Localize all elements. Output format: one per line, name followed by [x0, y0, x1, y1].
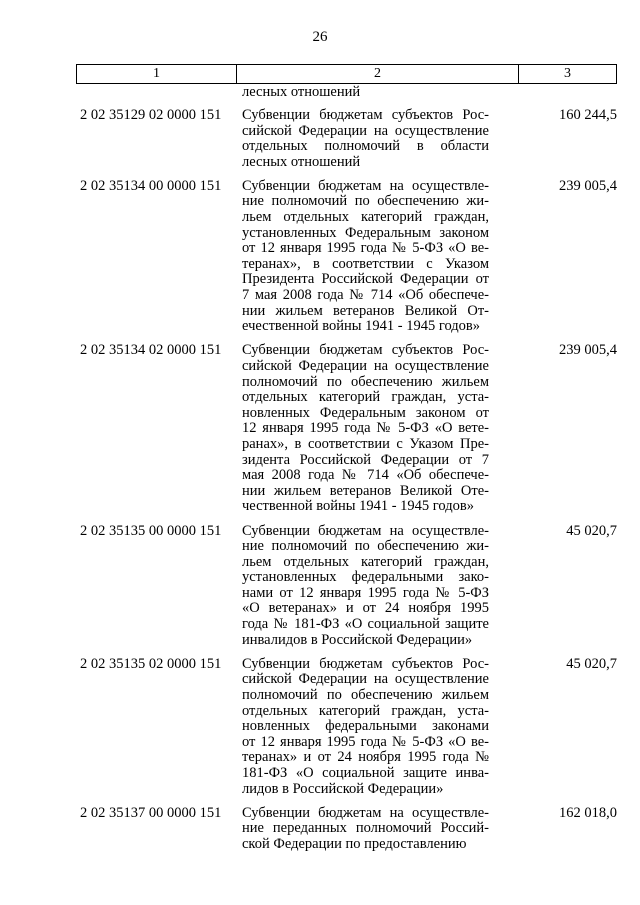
description-line: Президента Российской Федерации от	[242, 271, 489, 288]
continuation-text	[242, 85, 489, 101]
budget-code: 2 02 35137 00 0000 151	[80, 804, 222, 821]
description-line: 7 мая 2008 года № 714 «Об обеспече-	[242, 287, 489, 304]
description-line: отдельных полномочий в области	[242, 138, 489, 155]
description-line: Субвенции бюджетам на осуществле-	[242, 177, 489, 194]
description-line: ние полномочий по обеспечению жи-	[242, 538, 489, 555]
row-description	[242, 343, 489, 515]
description-line: Субвенции бюджетам субъектов Рос-	[242, 655, 489, 672]
description-line: сийской Федерации на осуществление	[242, 122, 489, 139]
amount-value: 239 005,4	[559, 177, 617, 194]
description-line: теранах», в соответствии с Указом	[242, 255, 489, 272]
description-line: лидов в Российской Федерации»	[242, 780, 444, 797]
column-header-1: 1	[77, 65, 237, 83]
description-line: нами от 12 января 1995 года № 5-ФЗ	[242, 584, 489, 601]
description-line: 12 января 1995 года № 5-ФЗ «О вете-	[242, 420, 489, 437]
description-line: 181-ФЗ «О социальной защите инва-	[242, 764, 489, 781]
description-line: льем отдельных категорий граждан,	[242, 553, 489, 570]
description-line: года № 181-ФЗ «О социальной защите	[242, 616, 489, 633]
description-line: сийской Федерации на осуществление	[242, 357, 489, 374]
budget-code: 2 02 35134 02 0000 151	[80, 342, 222, 359]
budget-code: 2 02 35135 00 0000 151	[80, 522, 222, 539]
description-line: Субвенции бюджетам на осуществле-	[242, 522, 489, 539]
description-line: ние переданных полномочий Россий-	[242, 820, 489, 837]
description-line: ранах», в соответствии с Указом Пре-	[242, 435, 489, 452]
amount-value: 160 244,5	[559, 107, 617, 123]
row-description	[242, 524, 489, 649]
description-line: Субвенции бюджетам субъектов Рос-	[242, 342, 489, 359]
description-line: лесных отношений	[242, 153, 361, 170]
description-line: установленных Федеральным законом	[242, 224, 489, 241]
column-header-3: 3	[564, 66, 571, 81]
amount-value: 45 020,7	[566, 522, 617, 539]
description-line: от 12 января 1995 года № 5-ФЗ «О ве-	[242, 240, 489, 257]
description-line: теранах» и от 24 ноября 1995 года №	[242, 749, 489, 766]
amount-value: 162 018,0	[559, 804, 617, 821]
description-line: ской Федерации по предоставлению	[242, 835, 467, 852]
amount-value: 239 005,4	[559, 342, 617, 359]
row-description	[242, 806, 489, 853]
description-line: от 12 января 1995 года № 5-ФЗ «О ве-	[242, 733, 489, 750]
budget-code: 2 02 35134 00 0000 151	[80, 177, 222, 194]
description-line: отдельных категорий граждан, уста-	[242, 389, 489, 406]
description-line: инвалидов в Российской Федерации»	[242, 631, 473, 648]
table-header-row	[76, 64, 617, 84]
budget-code: 2 02 35135 02 0000 151	[80, 655, 222, 672]
description-line: сийской Федерации на осуществление	[242, 671, 489, 688]
description-line: чественной войны 1941 - 1945 годов»	[242, 498, 474, 515]
page-number: 26	[312, 29, 328, 45]
description-line: льем отдельных категорий граждан,	[242, 209, 489, 226]
budget-code: 2 02 35129 02 0000 151	[80, 107, 222, 123]
description-line: «О ветеранах» и от 24 ноября 1995	[242, 600, 489, 617]
row-description	[242, 657, 489, 797]
description-line: Субвенции бюджетам на осуществле-	[242, 804, 489, 821]
description-line: ние полномочий по обеспечению жи-	[242, 193, 489, 210]
description-line: отдельных категорий граждан, уста-	[242, 702, 489, 719]
row-description	[242, 179, 489, 335]
description-line: новленных федеральными законами	[242, 718, 489, 735]
amount-value: 45 020,7	[566, 655, 617, 672]
description-line: мая 2008 года № 714 «Об обеспече-	[242, 467, 489, 484]
description-line: Субвенции бюджетам субъектов Рос-	[242, 107, 489, 123]
column-header-2: 2	[237, 65, 519, 83]
description-line: установленных федеральными зако-	[242, 569, 489, 586]
description-line: ечественной войны 1941 - 1945 годов»	[242, 318, 481, 335]
description-line: полномочий по обеспечению жильем	[242, 373, 489, 390]
continuation-line: лесных отношений	[242, 84, 361, 100]
description-line: полномочий по обеспечению жильем	[242, 686, 489, 703]
description-line: новленных Федеральным законом от	[242, 404, 489, 421]
description-line: нии жильем ветеранов Великой От-	[242, 302, 489, 319]
description-line: зидента Российской Федерации от 7	[242, 451, 489, 468]
description-line: нии жильем ветеранов Великой Оте-	[242, 482, 489, 499]
row-description	[242, 108, 489, 170]
